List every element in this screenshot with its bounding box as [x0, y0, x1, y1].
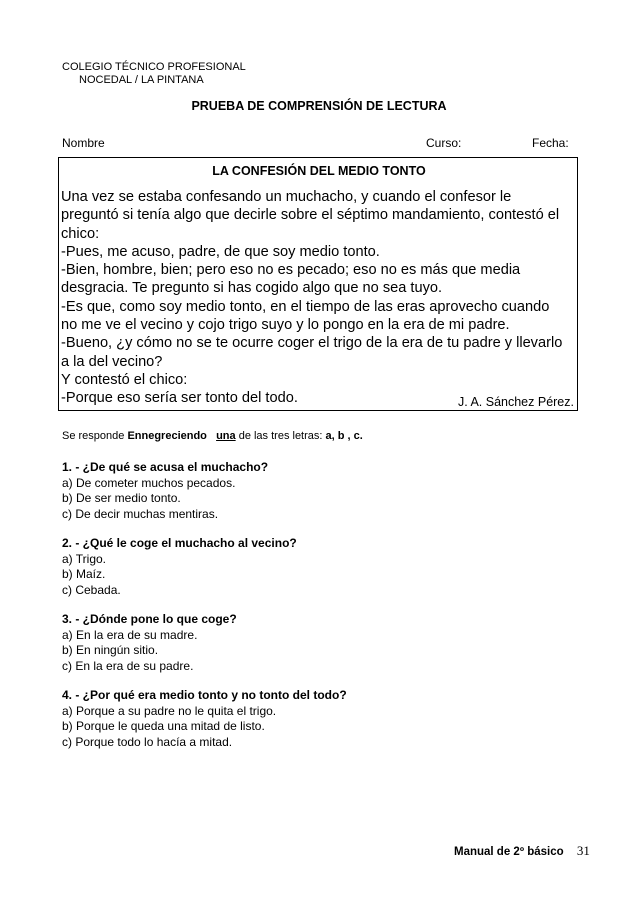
- answer-option[interactable]: c) En la era de su padre.: [62, 658, 194, 673]
- question-item: [62, 688, 582, 750]
- nombre-label: Nombre: [62, 136, 105, 150]
- story-title: LA CONFESIÓN DEL MEDIO TONTO: [212, 164, 426, 178]
- instructions-middle: de las tres letras:: [235, 430, 326, 442]
- story-line: -Porque eso sería ser tonto del todo.: [61, 390, 298, 407]
- answer-option[interactable]: c) Porque todo lo hacía a mitad.: [62, 734, 233, 749]
- answer-option[interactable]: a) Trigo.: [62, 551, 107, 566]
- question-text: 4. - ¿Por qué era medio tonto y no tonto del todo?: [62, 688, 347, 702]
- questions-list: [62, 460, 582, 764]
- student-fields: [62, 136, 574, 151]
- question-item: [62, 536, 582, 598]
- story-box: [58, 157, 578, 411]
- instructions-letters: a, b , c.: [325, 430, 363, 442]
- question-text: 2. - ¿Qué le coge el muchacho al vecino?: [62, 536, 297, 550]
- answer-option[interactable]: a) En la era de su madre.: [62, 627, 198, 642]
- page-number: 31: [576, 843, 590, 858]
- answer-option[interactable]: b) Porque le queda una mitad de listo.: [62, 719, 265, 733]
- instructions-prefix: Se responde: [62, 430, 128, 442]
- school-header: [62, 61, 246, 87]
- page-footer: [454, 843, 590, 859]
- story-line: -Bien, hombre, bien; pero eso no es pecado; eso no es más que media: [61, 262, 521, 279]
- answer-option[interactable]: a) De cometer muchos pecados.: [62, 475, 236, 490]
- answer-option[interactable]: c) De decir muchas mentiras.: [62, 506, 219, 521]
- story-line: Una vez se estaba confesando un muchacho, y cuando el confesor le: [61, 189, 512, 205]
- story-line: -Pues, me acuso, padre, de que soy medio tonto.: [61, 243, 380, 260]
- instructions-bold-word: Ennegreciendo: [127, 430, 207, 442]
- answer-option[interactable]: c) Cebada.: [62, 582, 121, 597]
- answer-option[interactable]: b) Maíz.: [62, 567, 106, 581]
- question-text: 1. - ¿De qué se acusa el muchacho?: [62, 460, 269, 474]
- instructions-underlined-word: una: [216, 430, 236, 442]
- story-line: preguntó si tenía algo que decirle sobre el séptimo mandamiento, contestó el: [61, 207, 560, 224]
- story-line: -Bueno, ¿y cómo no se te ocurre coger el trigo de la era de tu padre y llevarlo: [61, 335, 563, 352]
- story-line: chico:: [61, 225, 100, 242]
- answer-option[interactable]: b) De ser medio tonto.: [62, 491, 181, 505]
- story-line: Y contestó el chico:: [61, 371, 188, 388]
- story-line: desgracia. Te pregunto si has cogido algo que no sea tuyo.: [61, 280, 443, 297]
- answer-option[interactable]: a) Porque a su padre no le quita el trigo.: [62, 703, 277, 718]
- curso-label: Curso:: [426, 136, 462, 150]
- test-title: PRUEBA DE COMPRENSIÓN DE LECTURA: [191, 99, 447, 113]
- story-line: -Es que, como soy medio tonto, en el tiempo de las eras aprovecho cuando: [61, 298, 550, 315]
- question-item: [62, 460, 582, 522]
- manual-title: Manual de 2º básico: [454, 846, 564, 858]
- story-author: J. A. Sánchez Pérez.: [457, 395, 574, 409]
- fecha-label: Fecha:: [532, 136, 569, 150]
- story-line: a la del vecino?: [61, 353, 163, 370]
- school-location: NOCEDAL / LA PINTANA: [79, 74, 204, 86]
- answer-option[interactable]: b) En ningún sitio.: [62, 643, 159, 657]
- question-item: [62, 612, 582, 674]
- story-line: no me ve el vecino y cojo trigo suyo y lo pongo en la era de mi padre.: [61, 317, 510, 334]
- instructions: [62, 430, 363, 442]
- story-text: [61, 188, 575, 408]
- question-text: 3. - ¿Dónde pone lo que coge?: [62, 612, 237, 626]
- school-name: COLEGIO TÉCNICO PROFESIONAL: [62, 61, 246, 73]
